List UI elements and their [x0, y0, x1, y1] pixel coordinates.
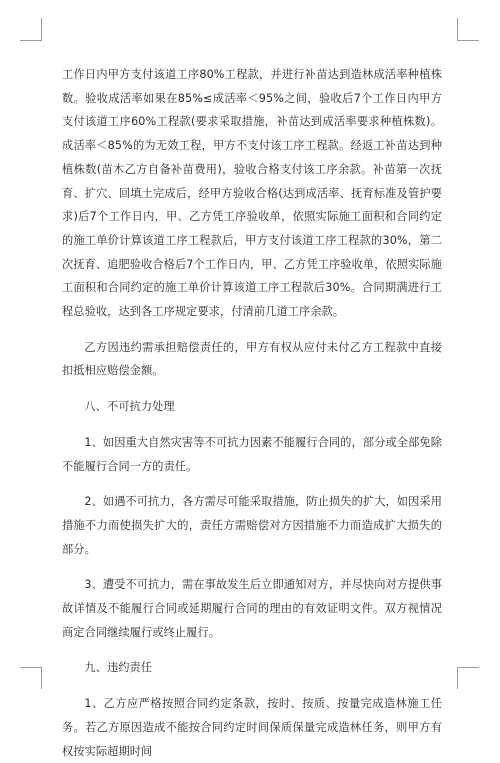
- paragraph-force-majeure-1: 1、如因重大自然灾害等不可抗力因素不能履行合同的，部分或全部免除不能履行合同一方的责任。: [62, 435, 442, 473]
- paragraph-force-majeure-2: 2、如遇不可抗力，各方需尽可能采取措施，防止损失的扩大，如因采用措施不力而使损失扩大的，责任方需赔偿对方因措施不力而造成扩大损失的部分。: [62, 495, 442, 556]
- crop-mark-bottom-left-v: [41, 667, 42, 689]
- document-body: [62, 63, 442, 763]
- crop-mark-top-left-v: [41, 18, 42, 40]
- paragraph-gap: [62, 680, 442, 692]
- paragraph-gap: [62, 561, 442, 573]
- section-heading-force-majeure: 八、不可抗力处理: [84, 400, 175, 414]
- crop-mark-top-right-h: [457, 40, 479, 41]
- section-heading-liability: 九、违约责任: [84, 661, 153, 675]
- paragraph-force-majeure-3: 3、遭受不可抗力，需在事故发生后立即通知对方，并尽快向对方提供事故详情及不能履行合同或延期履行合同的理由的有效证明文件。双方视情况商定合同继续履行或终止履行。: [62, 578, 442, 639]
- paragraph-gap: [62, 383, 442, 395]
- paragraph-gap: [62, 419, 442, 431]
- crop-mark-bottom-left-h: [20, 667, 42, 668]
- paragraph-liability-1: 1、乙方应严格按照合同约定条款，按时、按质、按量完成造林施工任务。若乙方原因造成不能按合同约定时间保质保量完成造林任务，则甲方有权按实际超期时间: [62, 697, 442, 758]
- crop-mark-bottom-right-h: [457, 667, 479, 668]
- paragraph-breach-deduction: 乙方因违约需承担赔偿责任的，甲方有权从应付未付乙方工程款中直接扣抵相应赔偿金额。: [62, 340, 442, 378]
- paragraph-gap: [62, 644, 442, 656]
- paragraph-gap: [62, 478, 442, 490]
- paragraph-payment-terms: 工作日内甲方支付该道工序80%工程款，并进行补苗达到造林成活率种植株数。验收成活率如果在85%≤成活率＜95%之间，验收后7个工作日内甲方支付该道工序60%工程款(要求采取措施，补苗达到成活率要求种植株数)。成活率＜85%的为无效工程，甲方不支付该工序工程款。经返工补苗达到种植株数(苗木乙方自备补苗费用)，验收合格支付该工序余款。补苗第一次抚育、扩穴、回填土完成后，经甲方验收合格(达到成活率、抚育标准及管护要求)后7个工作日内，甲、乙方凭工序验收单，依照实际施工面积和合同约定的施工单价计算该道工序工程款后，甲方支付该道工序工程款的30%，第二次抚育、追肥验收合格后7个工作日内，甲、乙方凭工序验收单，依照实际施工面积和合同约定的施工单价计算该道工序工程款后30%。合同期满进行工程总验收，达到各工序规定要求，付清前几道工序余款。: [62, 68, 442, 319]
- paragraph-gap: [62, 324, 442, 336]
- crop-mark-top-right-v: [457, 18, 458, 40]
- crop-mark-bottom-right-v: [457, 667, 458, 689]
- crop-mark-top-left-h: [20, 40, 42, 41]
